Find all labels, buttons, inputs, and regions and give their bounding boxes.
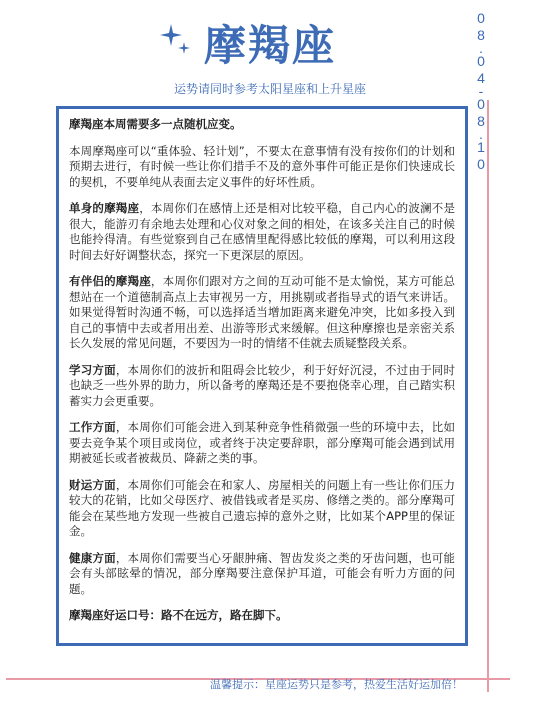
intro-heading: 摩羯座本周需要多一点随机应变。 [69,117,242,131]
subtitle: 运势请同时参考太阳星座和上升星座 [173,82,366,96]
page-title: 摩羯座 [203,21,336,70]
date-char: 0 [477,156,485,172]
date-char: . [479,40,483,56]
date-char: 1 [477,139,485,155]
date-char: 4 [477,70,485,86]
health-paragraph: 健康方面，本周你们需要当心牙龈肿痛、智齿发炎之类的牙齿问题，也可能会有头部眩晕的情况，部分摩羯要注意保护耳道，可能会有听力方面的问题。 [69,550,455,596]
date-char: 8 [477,113,485,129]
date-char: 0 [477,96,485,112]
date-char: 0 [477,53,485,69]
slogan: 摩羯座好运口号：路不在远方，路在脚下。 [69,608,288,622]
decorative-vertical-line [487,100,489,692]
date-char: . [479,126,483,142]
date-char: - [478,83,484,99]
study-paragraph: 学习方面，本周你们的波折和阻碍会比较少，利于好好沉浸，不过由于同时也缺乏一些外界的助力，所以备考的摩羯还是不要抱侥幸心理，自己踏实积蓄实力会更重要。 [69,362,455,408]
date-char: 0 [477,10,485,26]
content-box [56,106,468,646]
work-paragraph: 工作方面，本周你们可能会进入到某种竞争性稍微强一些的环境中去，比如要去竞争某个项目或岗位，或者终于决定要辞职，部分摩羯可能会遇到试用期被延长或者被裁员、降薪之类的事。 [69,420,455,465]
footer-tip: 温馨提示：星座运势只是参考，热爱生活好运加倍！ [210,678,463,691]
intro-paragraph: 本周摩羯座可以“重体验、轻计划”，不要太在意事情有没有按你们的计划和预期去进行，有时候一些让你们措手不及的意外事件可能正是你们快速成长的契机，不要单纯从表面去定义事件的好坏性质。 [69,143,455,189]
single-paragraph: 单身的摩羯座，本周你们在感情上还是相对比较平稳，自己内心的波澜不是很大，能游刃有余地去处理和心仪对象之间的相处，在该多关注自己的时候也能拎得清。有些觉察到自己在感情里配得感比较低的摩羯，可以利用这段时间去好好调整状态，探究一下更深层的原因。 [69,201,455,262]
partner-paragraph: 有伴侣的摩羯座，本周你们跟对方之间的互动可能不是太愉悦，某方可能总想站在一个道德制高点上去审视另一方，用挑剔或者指导式的语气来讲话。如果觉得暂时沟通不畅，可以选择适当增加距离来避免冲突，比如多投入到自己的事情中去或者用出差、出游等形式来缓解。但这种摩擦也是亲密关系长久发展的常见问题，不要因为一时的情绪不佳就去质疑整段关系。 [69,274,455,350]
finance-paragraph: 财运方面，本周你们可能会在和家人、房屋相关的问题上有一些让你们压力较大的花销，比如父母医疗、被借钱或者是买房、修缮之类的。部分摩羯可能会在某些地方发现一些被自己遗忘掉的意外之财，比如某个APP里的保证金。 [69,477,455,538]
date-char: 8 [477,27,485,43]
